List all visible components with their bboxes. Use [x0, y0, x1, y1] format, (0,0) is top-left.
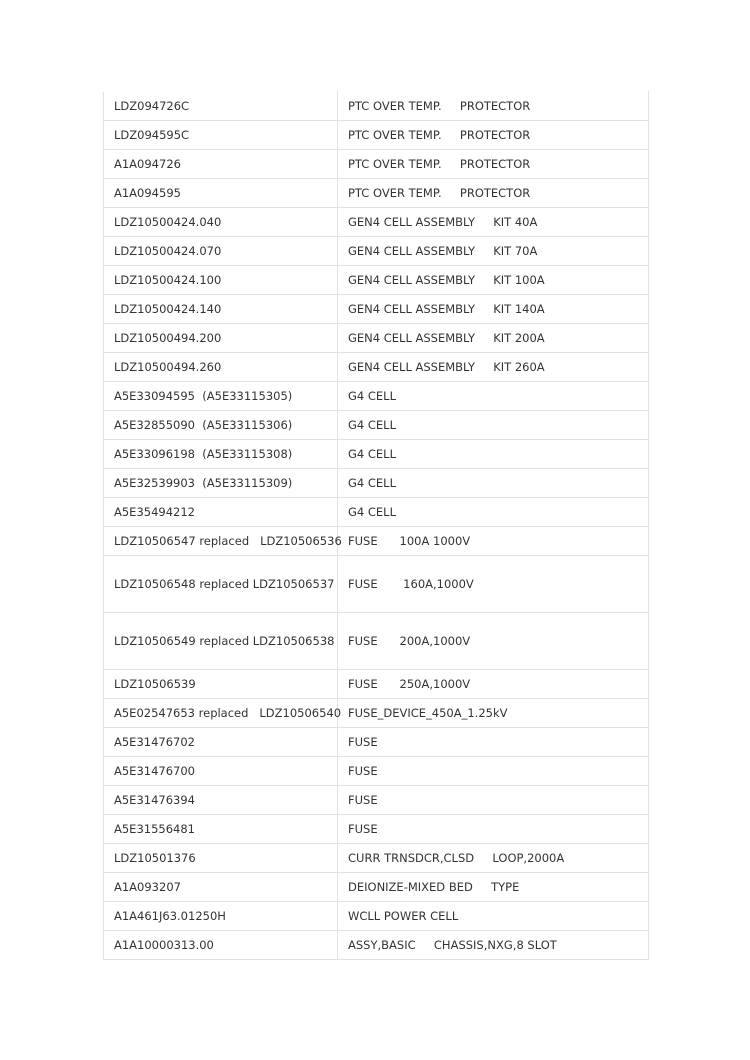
- description-cell: FUSE: [338, 786, 649, 815]
- description-cell: DEIONIZE-MIXED BED TYPE: [338, 873, 649, 902]
- description-cell: GEN4 CELL ASSEMBLY KIT 260A: [338, 353, 649, 382]
- description-cell: FUSE: [338, 757, 649, 786]
- part-number-cell: A1A461J63.01250H: [104, 902, 338, 931]
- table-row: [104, 902, 649, 931]
- part-number-cell: A5E31476700: [104, 757, 338, 786]
- description-cell: FUSE_DEVICE_450A_1.25kV: [338, 699, 649, 728]
- part-number-cell: LDZ10500424.040: [104, 208, 338, 237]
- table-row: [104, 150, 649, 179]
- description-cell: G4 CELL: [338, 469, 649, 498]
- description-cell: WCLL POWER CELL: [338, 902, 649, 931]
- part-number-cell: A1A094726: [104, 150, 338, 179]
- table-row: [104, 527, 649, 556]
- part-number-cell: A5E33094595 (A5E33115305): [104, 382, 338, 411]
- description-cell: CURR TRNSDCR,CLSD LOOP,2000A: [338, 844, 649, 873]
- table-row: [104, 440, 649, 469]
- table-row: [104, 266, 649, 295]
- part-number-cell: A1A094595: [104, 179, 338, 208]
- part-number-cell: LDZ10500494.200: [104, 324, 338, 353]
- table-row: [104, 179, 649, 208]
- part-number-cell: A5E31476394: [104, 786, 338, 815]
- parts-table-body: [104, 92, 649, 960]
- part-number-cell: A1A093207: [104, 873, 338, 902]
- table-row: [104, 92, 649, 121]
- table-row: [104, 699, 649, 728]
- part-number-cell: LDZ10506548 replaced LDZ10506537: [104, 556, 338, 613]
- part-number-cell: LDZ094726C: [104, 92, 338, 121]
- description-cell: FUSE 160A,1000V: [338, 556, 649, 613]
- part-number-cell: A5E33096198 (A5E33115308): [104, 440, 338, 469]
- part-number-cell: LDZ10500424.100: [104, 266, 338, 295]
- description-cell: PTC OVER TEMP. PROTECTOR: [338, 121, 649, 150]
- part-number-cell: LDZ094595C: [104, 121, 338, 150]
- description-cell: GEN4 CELL ASSEMBLY KIT 140A: [338, 295, 649, 324]
- description-cell: FUSE 200A,1000V: [338, 613, 649, 670]
- part-number-cell: LDZ10501376: [104, 844, 338, 873]
- table-row: [104, 498, 649, 527]
- table-row: [104, 844, 649, 873]
- part-number-cell: A5E35494212: [104, 498, 338, 527]
- description-cell: FUSE 250A,1000V: [338, 670, 649, 699]
- description-cell: FUSE 100A 1000V: [338, 527, 649, 556]
- part-number-cell: A5E31556481: [104, 815, 338, 844]
- table-row: [104, 815, 649, 844]
- part-number-cell: LDZ10500424.070: [104, 237, 338, 266]
- description-cell: GEN4 CELL ASSEMBLY KIT 70A: [338, 237, 649, 266]
- table-row: [104, 237, 649, 266]
- table-row: [104, 873, 649, 902]
- part-number-cell: LDZ10506539: [104, 670, 338, 699]
- part-number-cell: A1A10000313.00: [104, 931, 338, 960]
- table-row: [104, 382, 649, 411]
- table-row: [104, 757, 649, 786]
- part-number-cell: LDZ10506549 replaced LDZ10506538: [104, 613, 338, 670]
- description-cell: G4 CELL: [338, 411, 649, 440]
- part-number-cell: A5E32855090 (A5E33115306): [104, 411, 338, 440]
- parts-table: [103, 91, 649, 960]
- table-row: [104, 556, 649, 613]
- table-row: [104, 121, 649, 150]
- table-row: [104, 411, 649, 440]
- description-cell: GEN4 CELL ASSEMBLY KIT 100A: [338, 266, 649, 295]
- description-cell: G4 CELL: [338, 382, 649, 411]
- part-number-cell: A5E31476702: [104, 728, 338, 757]
- description-cell: PTC OVER TEMP. PROTECTOR: [338, 150, 649, 179]
- table-row: [104, 728, 649, 757]
- table-row: [104, 353, 649, 382]
- description-cell: G4 CELL: [338, 498, 649, 527]
- table-row: [104, 670, 649, 699]
- description-cell: G4 CELL: [338, 440, 649, 469]
- table-row: [104, 613, 649, 670]
- table-row: [104, 295, 649, 324]
- description-cell: FUSE: [338, 728, 649, 757]
- description-cell: PTC OVER TEMP. PROTECTOR: [338, 92, 649, 121]
- table-row: [104, 324, 649, 353]
- part-number-cell: LDZ10500424.140: [104, 295, 338, 324]
- description-cell: PTC OVER TEMP. PROTECTOR: [338, 179, 649, 208]
- description-cell: GEN4 CELL ASSEMBLY KIT 40A: [338, 208, 649, 237]
- description-cell: FUSE: [338, 815, 649, 844]
- part-number-cell: A5E32539903 (A5E33115309): [104, 469, 338, 498]
- table-row: [104, 469, 649, 498]
- description-cell: ASSY,BASIC CHASSIS,NXG,8 SLOT: [338, 931, 649, 960]
- part-number-cell: A5E02547653 replaced LDZ10506540: [104, 699, 338, 728]
- part-number-cell: LDZ10506547 replaced LDZ10506536: [104, 527, 338, 556]
- table-row: [104, 208, 649, 237]
- table-row: [104, 786, 649, 815]
- table-row: [104, 931, 649, 960]
- description-cell: GEN4 CELL ASSEMBLY KIT 200A: [338, 324, 649, 353]
- part-number-cell: LDZ10500494.260: [104, 353, 338, 382]
